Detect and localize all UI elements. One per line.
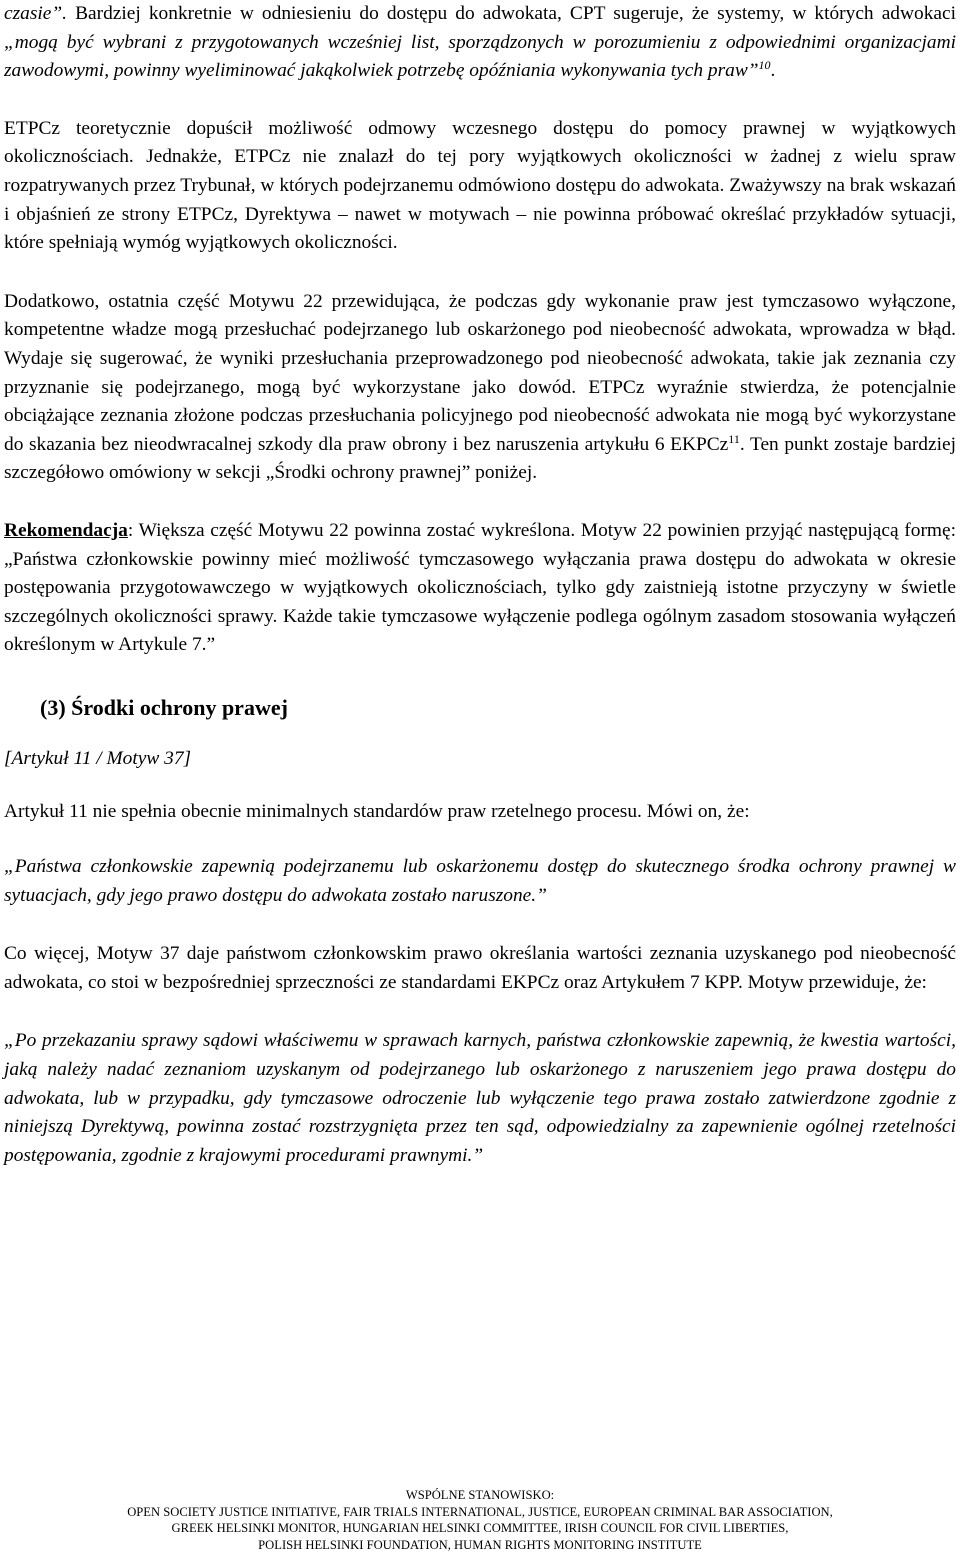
footer-title: WSPÓLNE STANOWISKO: (405, 1488, 555, 1502)
quote-article-11: „Państwa członkowskie zapewnią podejrzanemu lub oskarżonemu dostęp do skutecznego środka ochrony prawnej w sytuacjach, gdy jego prawo dostępu do adwokata zostało naruszone.” (4, 856, 956, 906)
paragraph-article-11: Artykuł 11 nie spełnia obecnie minimalnych standardów praw rzetelnego procesu. Mówi on, że: (4, 801, 750, 823)
page-footer (0, 1487, 960, 1553)
recommendation-label: Rekomendacja (4, 519, 128, 541)
quote-motive-37: „Po przekazaniu sprawy sądowi właściwemu w sprawach karnych, państwa członkowskie zapewnią, że kwestia wartości, jaką należy nadać zeznaniom uzyskanym od podejrzanego lub oskarżonego z naruszeniem jego prawa dostępu do adwokata, lub w przypadku, gdy tymczasowe odroczenie lub wyłączenie tego prawa zostało zatwierdzone zgodnie z niniejszą Dyrektywą, powinna zostać rozstrzygnięta przez ten sąd, odpowiedzialny za zapewnienie ogólnej rzetelności postępowania, zgodnie z krajowymi procedurami prawnymi.” (4, 1030, 956, 1166)
prev-quote-end: czasie”. (4, 3, 68, 24)
paragraph-motive-37: Co więcej, Motyw 37 daje państwom członkowskim prawo określania wartości zeznania uzyskanego pod nieobecność adwokata, co stoi w bezpośredniej sprzeczności ze standardami EKPCz oraz Artykułem 7 KPP. Motyw przewiduje, że: (4, 943, 956, 993)
paragraph-text-end: . Ten punkt zostaje bardziej szczegółowo omówiony w sekcji „Środki ochrony prawnej” poniżej. (4, 433, 956, 484)
footer-line: OPEN SOCIETY JUSTICE INITIATIVE, FAIR TRIALS INTERNATIONAL, JUSTICE, EUROPEAN CRIMINAL BAR ASSOCIATION, (127, 1504, 833, 1519)
paragraph-cpt (4, 0, 956, 86)
footer-line: GREEK HELSINKI MONITOR, HUNGARIAN HELSINKI COMMITTEE, IRISH COUNCIL FOR CIVIL LIBERTIES, (171, 1521, 789, 1535)
paragraph-recommendation (4, 517, 956, 660)
footer-line: POLISH HELSINKI FOUNDATION, HUMAN RIGHTS MONITORING INSTITUTE (258, 1537, 702, 1552)
document-page (4, 0, 956, 1170)
paragraph-text-end: . (770, 60, 776, 82)
cpt-quote: „mogą być wybrani z przygotowanych wcześniej list, sporządzonych w porozumieniu z odpowiednimi organizacjami zawodowymi, powinny wyeliminować jakąkolwiek potrzebę opóźniania wykonywania tych praw” (4, 31, 956, 82)
paragraph-etpcz-exceptions: ETPCz teoretycznie dopuścił możliwość odmowy wczesnego dostępu do pomocy prawnej w wyjątkowych okolicznościach. Jednakże, ETPCz nie znalazł do tej pory wyjątkowych okoliczności w żadnej z wielu spraw rozpatrywanych przez Trybunał, w których podejrzanemu odmówiono dostępu do adwokata. Zważywszy na brak wskazań i objaśnień ze strony ETPCz, Dyrektywa – nawet w motywach – nie powinna próbować określać przykładów sytuacji, które spełniają wymóg wyjątkowych okoliczności. (4, 117, 956, 254)
section-heading: (3) Środki ochrony prawej (40, 694, 288, 720)
article-reference: [Artykuł 11 / Motyw 37] (4, 747, 192, 769)
footnote-ref-10[interactable]: 10 (758, 58, 771, 73)
paragraph-text: Dodatkowo, ostatnia część Motywu 22 przewidująca, że podczas gdy wykonanie praw jest tymczasowo wyłączone, kompetentne władze mogą przesłuchać podejrzanego lub oskarżonego pod nieobecność adwokata, wprowadza w błąd. Wydaje się sugerować, że wyniki przesłuchania przeprowadzonego pod nieobecność adwokata, takie jak zeznania czy przyznanie się podejrzanego, mogą być wykorzystane jako dowód. ETPCz wyraźnie stwierdza, że potencjalnie obciążające zeznania złożone podczas przesłuchania policyjnego pod nieobecność adwokata nie mogą być wykorzystane do skazania bez nieodwracalnej szkody dla praw obrony i bez naruszenia artykułu 6 EKPCz (4, 290, 956, 455)
recommendation-text: : Większa część Motywu 22 powinna zostać wykreślona. Motyw 22 powinien przyjąć następującą formę: „Państwa członkowskie powinny mieć możliwość tymczasowego wyłączania prawa dostępu do adwokata w okresie postępowania przygotowawczego w wyjątkowych okolicznościach, tylko gdy zaistnieją istotne przyczyny w świetle szczególnych okoliczności sprawy. Każde takie tymczasowe wyłączenie podlega ogólnym zasadom stosowania wyłączeń określonym w Artykule 7.” (4, 519, 956, 656)
paragraph-motive-22 (4, 288, 956, 488)
paragraph-text: Bardziej konkretnie w odniesieniu do dostępu do adwokata, CPT sugeruje, że systemy, w których adwokaci (67, 3, 956, 24)
footnote-ref-11[interactable]: 11 (728, 431, 740, 446)
